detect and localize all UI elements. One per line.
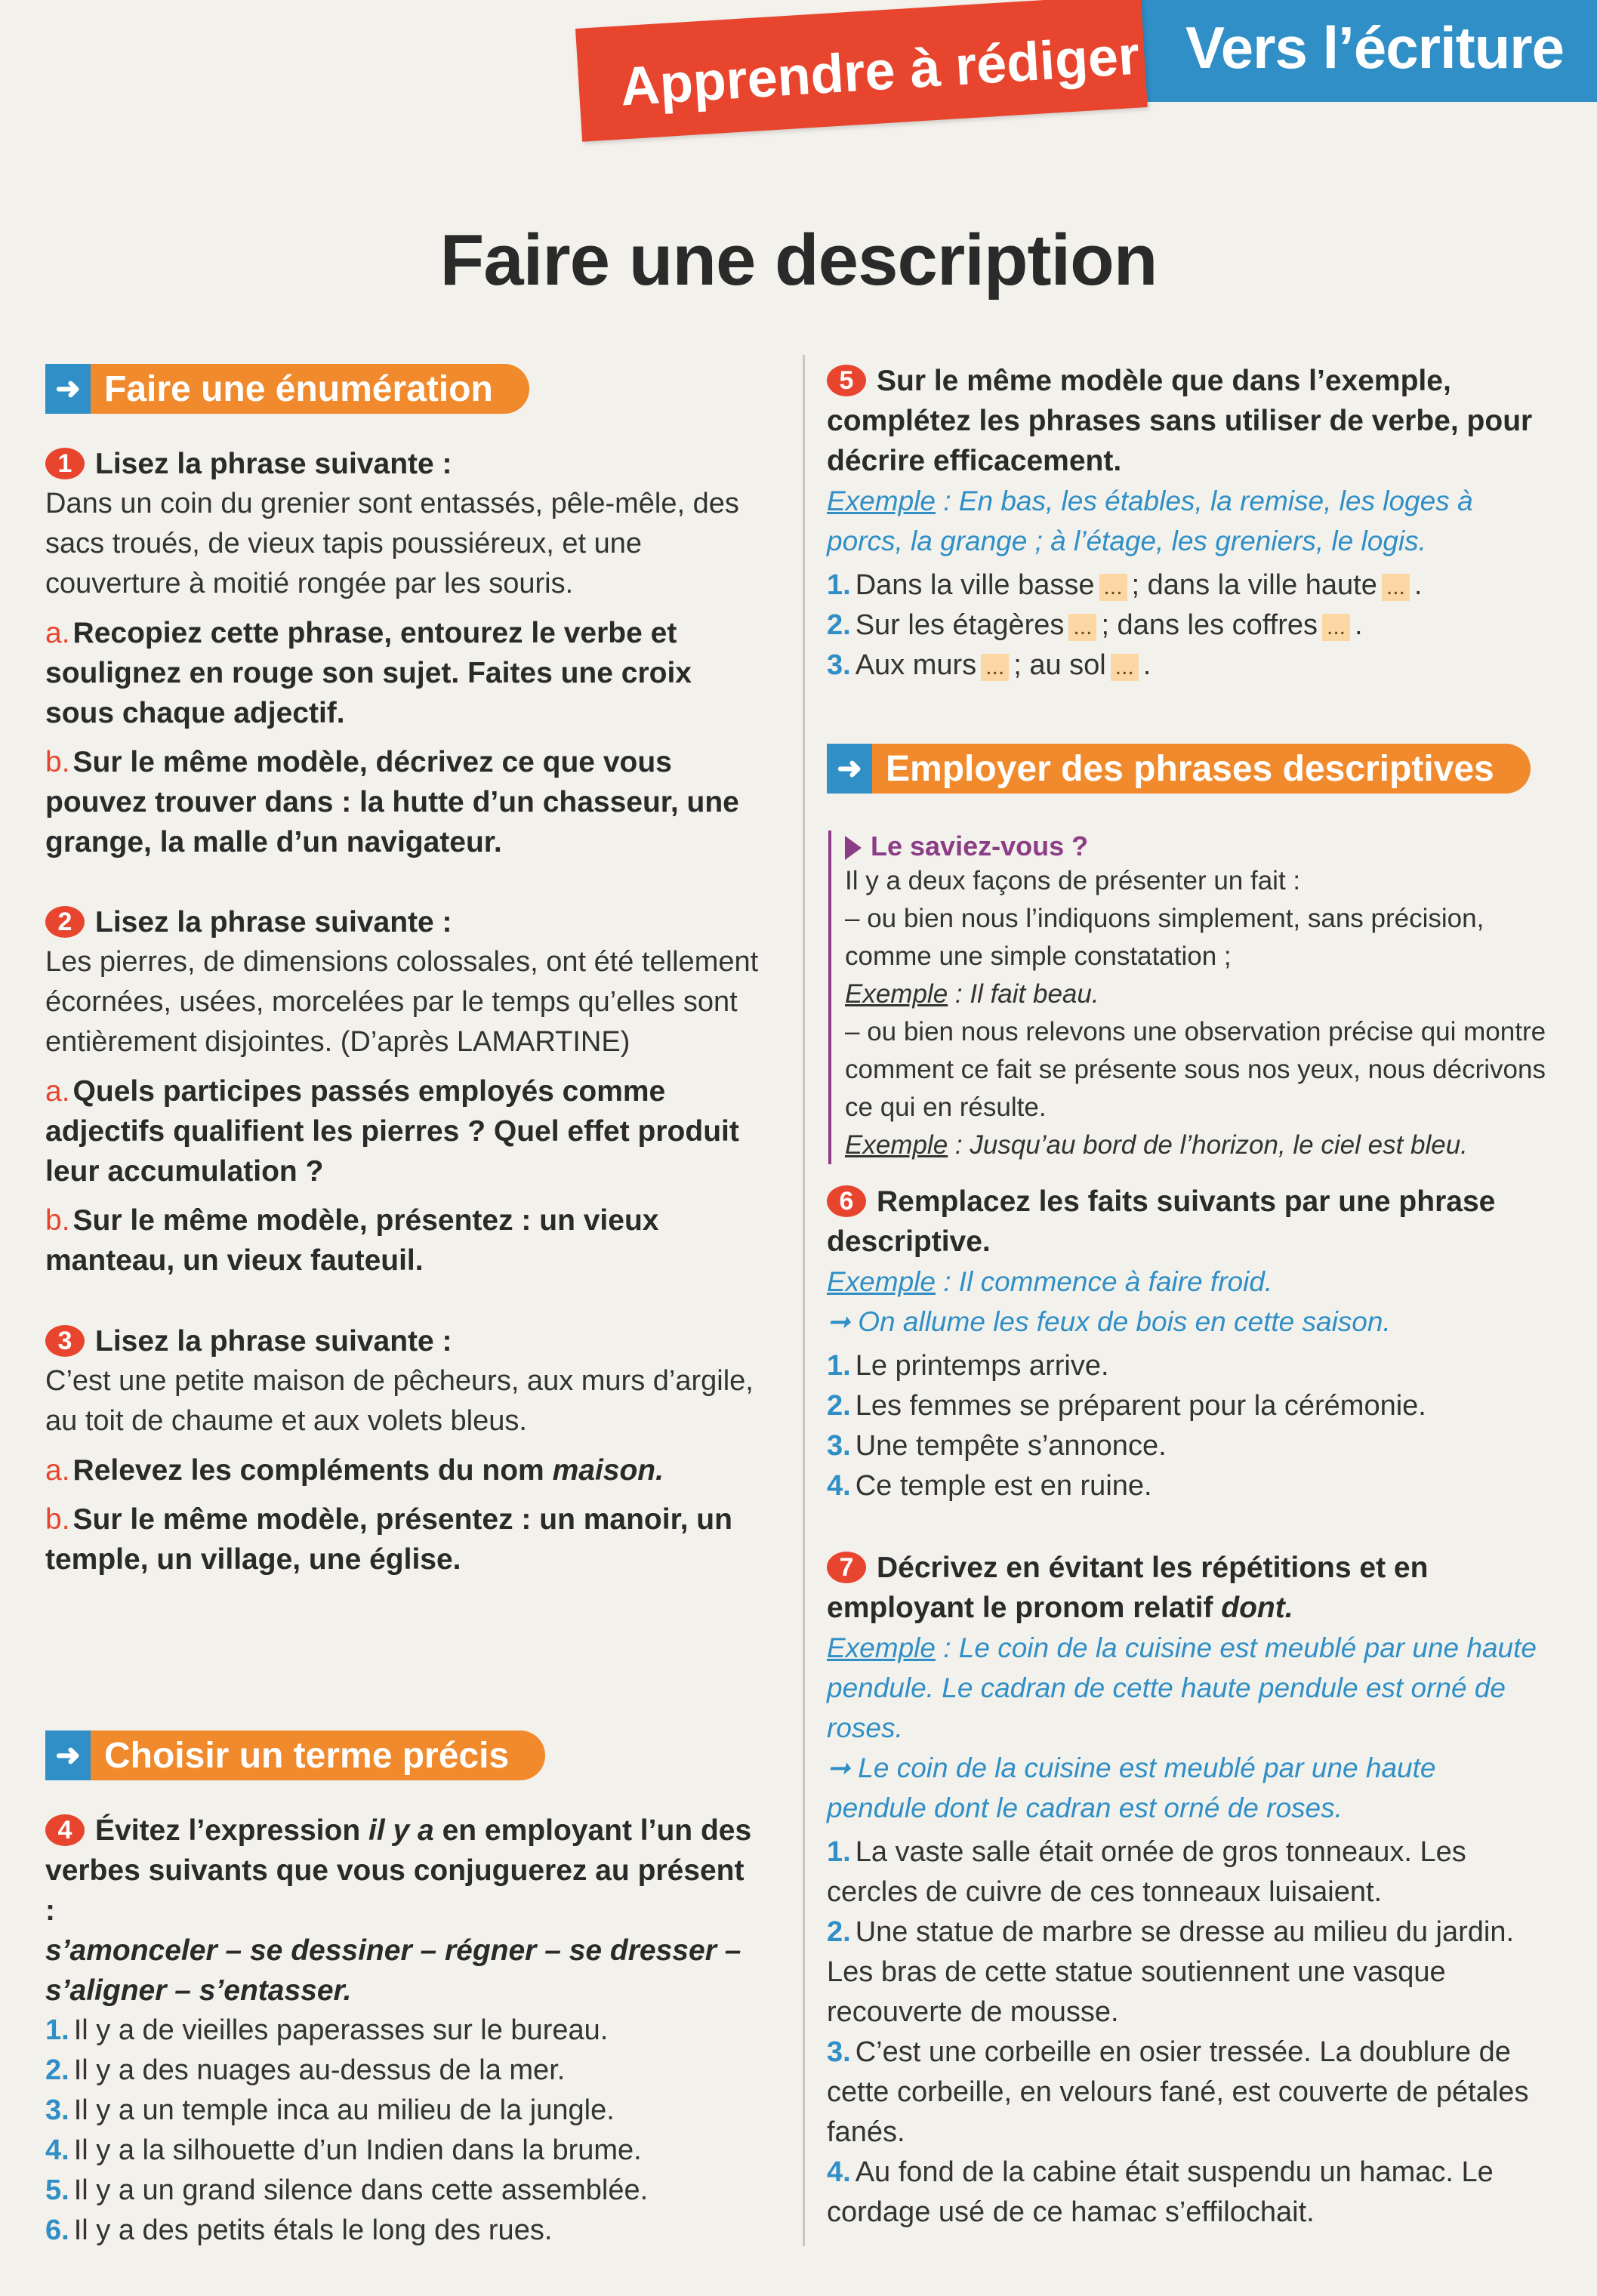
list-item [827,1912,1540,2032]
exercise-number: 5 [827,365,866,396]
example-text: : Il fait beau. [948,979,1099,1009]
list-item-number: 1. [45,2014,69,2046]
list-item-part1: Dans la ville basse [855,569,1095,601]
list-item-part2: ; dans la ville haute [1131,569,1377,601]
example-label: Exemple [827,1266,936,1297]
list-item-text: Une statue de marbre se dresse au milieu du jardin. Les bras de cette statue soutiennent une vasque recouverte de mousse. [827,1916,1515,2028]
list-item-number: 2. [827,609,851,641]
exercise-2 [45,902,759,1281]
item-b-text: Sur le même modèle, présentez : un vieux manteau, un vieux fauteuil. [45,1204,659,1277]
list-item-text: Les femmes se préparent pour la cérémonie. [855,1390,1426,1422]
example-text: : Il commence à faire froid. [935,1266,1273,1297]
list-item-number: 1. [827,1836,851,1868]
triangle-icon [845,836,862,860]
column-divider [803,355,805,2246]
arrow-icon: ➜ [827,744,872,794]
item-label: b. [45,746,70,778]
page-title: Faire une description [439,220,1158,300]
example-answer: ➞ Le coin de la cuisine est meublé par une haute pendule dont le cadran est orné de roses. [827,1752,1436,1823]
exercise-number: 4 [45,1814,85,1846]
le-saviez-vous-box [828,831,1555,1164]
section-title: Faire une énumération [104,368,493,409]
list-item-text: Il y a la silhouette d’un Indien dans la brume. [73,2134,642,2166]
exercise-question-part1: Évitez l’expression [95,1814,361,1847]
list-item-number: 6. [45,2214,69,2246]
item-b-text: Sur le même modèle, présentez : un manoir, un temple, un village, une église. [45,1503,732,1576]
list-item-text: Il y a des nuages au-dessus de la mer. [73,2054,566,2086]
exercise-question-part2: en employant l’un des verbes suivants que vous conjuguerez au présent : [45,1814,752,1927]
blank-dots: ... [1099,574,1127,601]
list-item-number: 2. [45,2054,69,2086]
list-item [827,606,1540,646]
box-line-3: – ou bien nous relevons une observation précise qui montre comment ce fait se présente sous nos yeux, nous décrivons ce qui en résulte. [845,1017,1546,1122]
verb-list: s’amonceler – se dessiner – régner – se dresser – s’aligner – s’entasser. [45,1934,741,2007]
author-name: LAMARTINE) [456,1026,630,1058]
list-item-end: . [1414,569,1423,601]
exercise-4-items [45,2011,759,2251]
section-header-phrases-descriptives [827,744,1531,794]
item-label: b. [45,1204,70,1237]
blank-dots: ... [1322,614,1350,641]
example-label: Exemple [827,485,936,516]
list-item [45,2011,759,2051]
section-title: Choisir un terme précis [104,1735,510,1776]
list-item-text: Il y a un grand silence dans cette assemblée. [73,2174,649,2206]
exercise-3 [45,1321,759,1579]
example-text: : Jusqu’au bord de l’horizon, le ciel est bleu. [948,1130,1468,1160]
list-item-part1: Sur les étagères [855,609,1065,641]
exercise-expression: il y a [368,1814,434,1847]
item-a-text: Relevez les compléments du nom [72,1454,544,1487]
box-title: Le saviez-vous ? [871,831,1089,861]
exercise-6 [827,1182,1540,1506]
exercise-question: Lisez la phrase suivante : [95,448,452,480]
exercise-5-items [827,566,1540,686]
header-blue-label: Vers l’écriture [1185,14,1564,81]
list-item-number: 4. [45,2134,69,2166]
item-a-word: maison. [552,1454,664,1487]
list-item [827,646,1540,686]
list-item-text: Au fond de la cabine était suspendu un hamac. Le cordage usé de ce hamac s’effilochait. [827,2156,1494,2228]
list-item [827,1426,1540,1466]
blank-dots: ... [1111,654,1139,681]
list-item-text: Il y a des petits étals le long des rues. [73,2214,553,2246]
item-label: a. [45,617,70,649]
list-item-text: Il y a un temple inca au milieu de la jungle. [73,2094,615,2126]
blank-dots: ... [1382,574,1410,601]
item-a-text: Recopiez cette phrase, entourez le verbe et soulignez en rouge son sujet. Faites une croix sous chaque adjectif. [45,617,692,729]
list-item [827,566,1540,606]
list-item-number: 3. [45,2094,69,2126]
section-title: Employer des phrases descriptives [886,748,1494,789]
exercise-number: 1 [45,448,85,479]
list-item-text: C’est une corbeille en osier tressée. La doublure de cette corbeille, en velours fané, est couverte de pétales fanés. [827,2036,1529,2148]
exercise-question: Lisez la phrase suivante : [95,906,452,938]
list-item [827,2153,1540,2233]
list-item [45,2051,759,2091]
example-label: Exemple [845,1130,948,1160]
exercise-number: 2 [45,906,85,938]
list-item-text: Ce temple est en ruine. [855,1470,1152,1502]
list-item-number: 3. [827,649,851,681]
list-item-part1: Aux murs [855,649,977,681]
list-item [45,2131,759,2171]
exercise-1 [45,444,759,862]
header-red-banner [575,0,1148,142]
blank-dots: ... [1068,614,1096,641]
box-line-1: Il y a deux façons de présenter un fait : [845,866,1301,895]
list-item-text: Il y a de vieilles paperasses sur le bureau. [73,2014,609,2046]
list-item-number: 2. [827,1916,851,1948]
exercise-question: Sur le même modèle que dans l’exemple, complétez les phrases sans utiliser de verbe, pour décrire efficacement. [827,365,1533,477]
exercise-text: Les pierres, de dimensions colossales, ont été tellement écornées, usées, morcelées par le temps qu’elles sont entièrement disjointes. (D’après [45,946,759,1058]
list-item-number: 5. [45,2174,69,2206]
exercise-number: 3 [45,1325,85,1357]
exercise-question: Lisez la phrase suivante : [95,1325,452,1358]
example-answer: ➞ On allume les feux de bois en cette saison. [827,1306,1391,1337]
header-blue-banner [1095,0,1597,102]
exercise-question: Décrivez en évitant les répétitions et en employant le pronom relatif [827,1552,1429,1624]
item-label: a. [45,1454,70,1487]
blank-dots: ... [981,654,1009,681]
exercise-4 [45,1811,759,2251]
list-item [827,1466,1540,1506]
list-item-number: 1. [827,1350,851,1382]
arrow-icon: ➜ [45,1730,91,1780]
list-item-end: . [1142,649,1152,681]
example-label: Exemple [827,1632,936,1663]
exercise-5 [827,361,1540,686]
list-item-text: La vaste salle était ornée de gros tonneaux. Les cercles de cuivre de ces tonneaux luisaient. [827,1836,1466,1908]
item-label: b. [45,1503,70,1536]
section-header-terme-precis [45,1730,545,1780]
exercise-question: Remplacez les faits suivants par une phrase descriptive. [827,1185,1496,1258]
list-item-end: . [1355,609,1363,641]
exercise-word: dont. [1221,1592,1293,1624]
exercise-number: 6 [827,1185,866,1217]
list-item-number: 4. [827,1470,851,1502]
item-label: a. [45,1075,70,1108]
list-item [827,2032,1540,2153]
section-header-enumeration [45,364,529,414]
list-item [827,1346,1540,1386]
list-item-number: 4. [827,2156,851,2188]
example-label: Exemple [845,979,948,1009]
list-item [45,2171,759,2211]
list-item-number: 2. [827,1390,851,1422]
exercise-text: C’est une petite maison de pêcheurs, aux murs d’argile, au toit de chaume et aux volets bleus. [45,1365,754,1437]
list-item [827,1386,1540,1426]
list-item-number: 3. [827,2036,851,2068]
arrow-icon: ➜ [45,364,91,414]
item-b-text: Sur le même modèle, décrivez ce que vous pouvez trouver dans : la hutte d’un chasseur, une grange, la malle d’un navigateur. [45,746,739,858]
list-item-number: 1. [827,569,851,601]
header-red-label: Apprendre à rédiger [618,25,1142,118]
list-item [827,1832,1540,1912]
list-item [45,2211,759,2251]
exercise-6-items [827,1346,1540,1506]
example-text: : Le coin de la cuisine est meublé par une haute pendule. Le cadran de cette haute pendule est orné de roses. [827,1632,1537,1743]
list-item-text: Le printemps arrive. [855,1350,1109,1382]
exercise-text: Dans un coin du grenier sont entassés, pêle-mêle, des sacs troués, de vieux tapis poussiéreux, et une couverture à moitié rongée par les souris. [45,488,739,599]
list-item [45,2091,759,2131]
list-item-number: 3. [827,1430,851,1462]
list-item-text: Une tempête s’annonce. [855,1430,1167,1462]
list-item-part2: ; au sol [1013,649,1106,681]
exercise-7 [827,1548,1540,2233]
list-item-part2: ; dans les coffres [1101,609,1318,641]
box-line-2: – ou bien nous l’indiquons simplement, sans précision, comme une simple constatation ; [845,904,1484,971]
exercise-7-items [827,1832,1540,2233]
exercise-number: 7 [827,1552,866,1583]
example-text: : En bas, les étables, la remise, les loges à porcs, la grange ; à l’étage, les greniers, le logis. [827,485,1473,556]
item-a-text: Quels participes passés employés comme adjectifs qualifient les pierres ? Quel effet produit leur accumulation ? [45,1075,739,1188]
